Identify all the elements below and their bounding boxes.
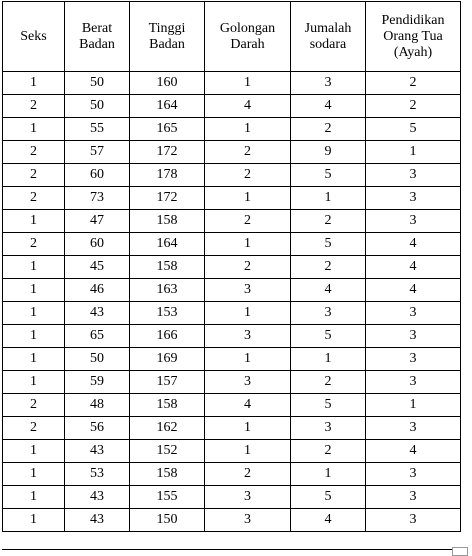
table-cell-pendidikan-orang-tua: 3 xyxy=(366,302,461,325)
table-cell-berat-badan: 50 xyxy=(65,95,130,118)
table-row xyxy=(3,486,461,509)
table-cell-berat-badan: 46 xyxy=(65,279,130,302)
table-cell-tinggi-badan: 172 xyxy=(130,141,205,164)
table-cell-berat-badan: 60 xyxy=(65,164,130,187)
table-cell-berat-badan: 48 xyxy=(65,394,130,417)
table-cell-berat-badan: 56 xyxy=(65,417,130,440)
table-cell-tinggi-badan: 158 xyxy=(130,210,205,233)
table-cell-golongan-darah: 1 xyxy=(205,118,291,141)
table-cell-golongan-darah: 2 xyxy=(205,256,291,279)
table-cell-seks: 1 xyxy=(3,72,65,95)
column-header-line: Seks xyxy=(20,28,47,44)
table-row xyxy=(3,95,461,118)
table-cell-jumlah-saudara: 2 xyxy=(291,371,366,394)
table-cell-berat-badan: 73 xyxy=(65,187,130,210)
column-header-line: Berat xyxy=(81,20,113,36)
table-cell-pendidikan-orang-tua: 3 xyxy=(366,463,461,486)
table-cell-berat-badan: 50 xyxy=(65,348,130,371)
column-header-line: Jumalah xyxy=(304,20,352,36)
table-cell-pendidikan-orang-tua: 3 xyxy=(366,325,461,348)
table-row xyxy=(3,325,461,348)
table-cell-seks: 2 xyxy=(3,164,65,187)
table-cell-jumlah-saudara: 1 xyxy=(291,187,366,210)
column-header-line: (Ayah) xyxy=(393,44,433,60)
table-cell-tinggi-badan: 163 xyxy=(130,279,205,302)
table-cell-seks: 1 xyxy=(3,302,65,325)
table-cell-tinggi-badan: 152 xyxy=(130,440,205,463)
table-row xyxy=(3,394,461,417)
table-cell-berat-badan: 57 xyxy=(65,141,130,164)
table-cell-berat-badan: 47 xyxy=(65,210,130,233)
table-cell-tinggi-badan: 169 xyxy=(130,348,205,371)
table-cell-seks: 1 xyxy=(3,463,65,486)
table-cell-pendidikan-orang-tua: 1 xyxy=(366,141,461,164)
table-cell-tinggi-badan: 150 xyxy=(130,509,205,532)
table-cell-pendidikan-orang-tua: 2 xyxy=(366,72,461,95)
table-cell-jumlah-saudara: 5 xyxy=(291,233,366,256)
table-row xyxy=(3,233,461,256)
data-table xyxy=(2,1,461,532)
table-cell-seks: 1 xyxy=(3,279,65,302)
table-cell-golongan-darah: 1 xyxy=(205,72,291,95)
table-cell-golongan-darah: 2 xyxy=(205,164,291,187)
table-cell-seks: 2 xyxy=(3,141,65,164)
column-header-line: Darah xyxy=(230,36,265,52)
table-row xyxy=(3,118,461,141)
table-row xyxy=(3,463,461,486)
table-cell-seks: 1 xyxy=(3,440,65,463)
table-cell-pendidikan-orang-tua: 3 xyxy=(366,486,461,509)
table-cell-jumlah-saudara: 4 xyxy=(291,509,366,532)
column-header-line: Pendidikan xyxy=(381,12,445,28)
footer-text xyxy=(4,551,204,556)
table-cell-jumlah-saudara: 5 xyxy=(291,325,366,348)
table-cell-seks: 1 xyxy=(3,325,65,348)
table-cell-jumlah-saudara: 3 xyxy=(291,72,366,95)
table-cell-pendidikan-orang-tua: 1 xyxy=(366,394,461,417)
column-header-seks xyxy=(3,2,65,72)
table-cell-pendidikan-orang-tua: 3 xyxy=(366,187,461,210)
table-cell-seks: 1 xyxy=(3,118,65,141)
table-cell-pendidikan-orang-tua: 3 xyxy=(366,371,461,394)
table-cell-berat-badan: 45 xyxy=(65,256,130,279)
table-cell-pendidikan-orang-tua: 5 xyxy=(366,118,461,141)
table-cell-jumlah-saudara: 5 xyxy=(291,394,366,417)
table-row xyxy=(3,417,461,440)
table-cell-tinggi-badan: 162 xyxy=(130,417,205,440)
table-cell-jumlah-saudara: 5 xyxy=(291,486,366,509)
table-cell-golongan-darah: 3 xyxy=(205,279,291,302)
table-row xyxy=(3,509,461,532)
table-cell-seks: 2 xyxy=(3,417,65,440)
table-cell-tinggi-badan: 158 xyxy=(130,256,205,279)
table-cell-jumlah-saudara: 5 xyxy=(291,164,366,187)
table-row xyxy=(3,302,461,325)
table-cell-berat-badan: 43 xyxy=(65,509,130,532)
table-cell-berat-badan: 43 xyxy=(65,302,130,325)
table-cell-berat-badan: 59 xyxy=(65,371,130,394)
table-cell-pendidikan-orang-tua: 4 xyxy=(366,440,461,463)
table-cell-golongan-darah: 4 xyxy=(205,95,291,118)
table-row xyxy=(3,371,461,394)
column-header-jumlah-saudara xyxy=(291,2,366,72)
column-header-tinggi-badan xyxy=(130,2,205,72)
table-cell-pendidikan-orang-tua: 3 xyxy=(366,509,461,532)
table-cell-golongan-darah: 3 xyxy=(205,371,291,394)
table-cell-seks: 2 xyxy=(3,394,65,417)
table-cell-pendidikan-orang-tua: 3 xyxy=(366,348,461,371)
column-header-berat-badan xyxy=(65,2,130,72)
table-cell-seks: 1 xyxy=(3,210,65,233)
table-cell-golongan-darah: 2 xyxy=(205,463,291,486)
table-cell-berat-badan: 43 xyxy=(65,440,130,463)
table-body xyxy=(3,72,461,532)
table-cell-seks: 1 xyxy=(3,348,65,371)
corner-box xyxy=(452,547,468,556)
table-cell-jumlah-saudara: 2 xyxy=(291,210,366,233)
table-cell-jumlah-saudara: 1 xyxy=(291,463,366,486)
table-row xyxy=(3,187,461,210)
table-cell-jumlah-saudara: 2 xyxy=(291,118,366,141)
table-cell-berat-badan: 60 xyxy=(65,233,130,256)
table-cell-pendidikan-orang-tua: 2 xyxy=(366,95,461,118)
table-cell-golongan-darah: 3 xyxy=(205,486,291,509)
table-cell-jumlah-saudara: 2 xyxy=(291,256,366,279)
table-cell-golongan-darah: 1 xyxy=(205,348,291,371)
table-cell-seks: 1 xyxy=(3,486,65,509)
table-cell-tinggi-badan: 160 xyxy=(130,72,205,95)
table-row xyxy=(3,256,461,279)
column-header-golongan-darah xyxy=(205,2,291,72)
column-header-line: Badan xyxy=(79,36,115,52)
table-cell-tinggi-badan: 155 xyxy=(130,486,205,509)
table-cell-tinggi-badan: 158 xyxy=(130,463,205,486)
table-row xyxy=(3,141,461,164)
table-cell-seks: 1 xyxy=(3,371,65,394)
column-header-line: Tinggi xyxy=(148,20,186,36)
table-cell-golongan-darah: 2 xyxy=(205,141,291,164)
table-cell-seks: 2 xyxy=(3,95,65,118)
table-cell-pendidikan-orang-tua: 3 xyxy=(366,164,461,187)
table-row xyxy=(3,164,461,187)
table-cell-pendidikan-orang-tua: 3 xyxy=(366,210,461,233)
footer-divider xyxy=(2,549,460,550)
table-cell-jumlah-saudara: 2 xyxy=(291,440,366,463)
table-cell-seks: 2 xyxy=(3,187,65,210)
table-cell-berat-badan: 55 xyxy=(65,118,130,141)
table-cell-jumlah-saudara: 3 xyxy=(291,302,366,325)
table-row xyxy=(3,210,461,233)
header-row xyxy=(3,2,461,72)
table-cell-berat-badan: 43 xyxy=(65,486,130,509)
table-row xyxy=(3,72,461,95)
table-cell-golongan-darah: 1 xyxy=(205,187,291,210)
table-cell-jumlah-saudara: 3 xyxy=(291,417,366,440)
table-row xyxy=(3,279,461,302)
table-cell-tinggi-badan: 164 xyxy=(130,95,205,118)
table-cell-tinggi-badan: 164 xyxy=(130,233,205,256)
table-cell-tinggi-badan: 153 xyxy=(130,302,205,325)
table-cell-pendidikan-orang-tua: 4 xyxy=(366,279,461,302)
table-cell-pendidikan-orang-tua: 4 xyxy=(366,233,461,256)
table-cell-jumlah-saudara: 4 xyxy=(291,279,366,302)
table-cell-seks: 1 xyxy=(3,256,65,279)
table-cell-tinggi-badan: 157 xyxy=(130,371,205,394)
table-cell-tinggi-badan: 165 xyxy=(130,118,205,141)
table-cell-tinggi-badan: 172 xyxy=(130,187,205,210)
table-cell-golongan-darah: 1 xyxy=(205,417,291,440)
column-header-line: Badan xyxy=(149,36,185,52)
table-cell-golongan-darah: 4 xyxy=(205,394,291,417)
table-cell-golongan-darah: 1 xyxy=(205,440,291,463)
table-cell-golongan-darah: 3 xyxy=(205,509,291,532)
table-cell-golongan-darah: 3 xyxy=(205,325,291,348)
column-header-line: Golongan xyxy=(219,20,276,36)
table-cell-berat-badan: 53 xyxy=(65,463,130,486)
column-header-line: Orang Tua xyxy=(383,28,443,44)
column-header-pendidikan-orang-tua xyxy=(366,2,461,72)
table-cell-tinggi-badan: 178 xyxy=(130,164,205,187)
table-cell-pendidikan-orang-tua: 4 xyxy=(366,256,461,279)
table-cell-golongan-darah: 1 xyxy=(205,233,291,256)
table-cell-golongan-darah: 2 xyxy=(205,210,291,233)
table-cell-tinggi-badan: 158 xyxy=(130,394,205,417)
table-row xyxy=(3,348,461,371)
table-cell-berat-badan: 65 xyxy=(65,325,130,348)
table-cell-jumlah-saudara: 9 xyxy=(291,141,366,164)
table-row xyxy=(3,440,461,463)
column-header-line: sodara xyxy=(309,36,347,52)
table-cell-jumlah-saudara: 4 xyxy=(291,95,366,118)
table-cell-pendidikan-orang-tua: 3 xyxy=(366,417,461,440)
table-cell-berat-badan: 50 xyxy=(65,72,130,95)
table-cell-seks: 1 xyxy=(3,509,65,532)
table-cell-seks: 2 xyxy=(3,233,65,256)
table-cell-golongan-darah: 1 xyxy=(205,302,291,325)
table-cell-tinggi-badan: 166 xyxy=(130,325,205,348)
table-cell-jumlah-saudara: 1 xyxy=(291,348,366,371)
